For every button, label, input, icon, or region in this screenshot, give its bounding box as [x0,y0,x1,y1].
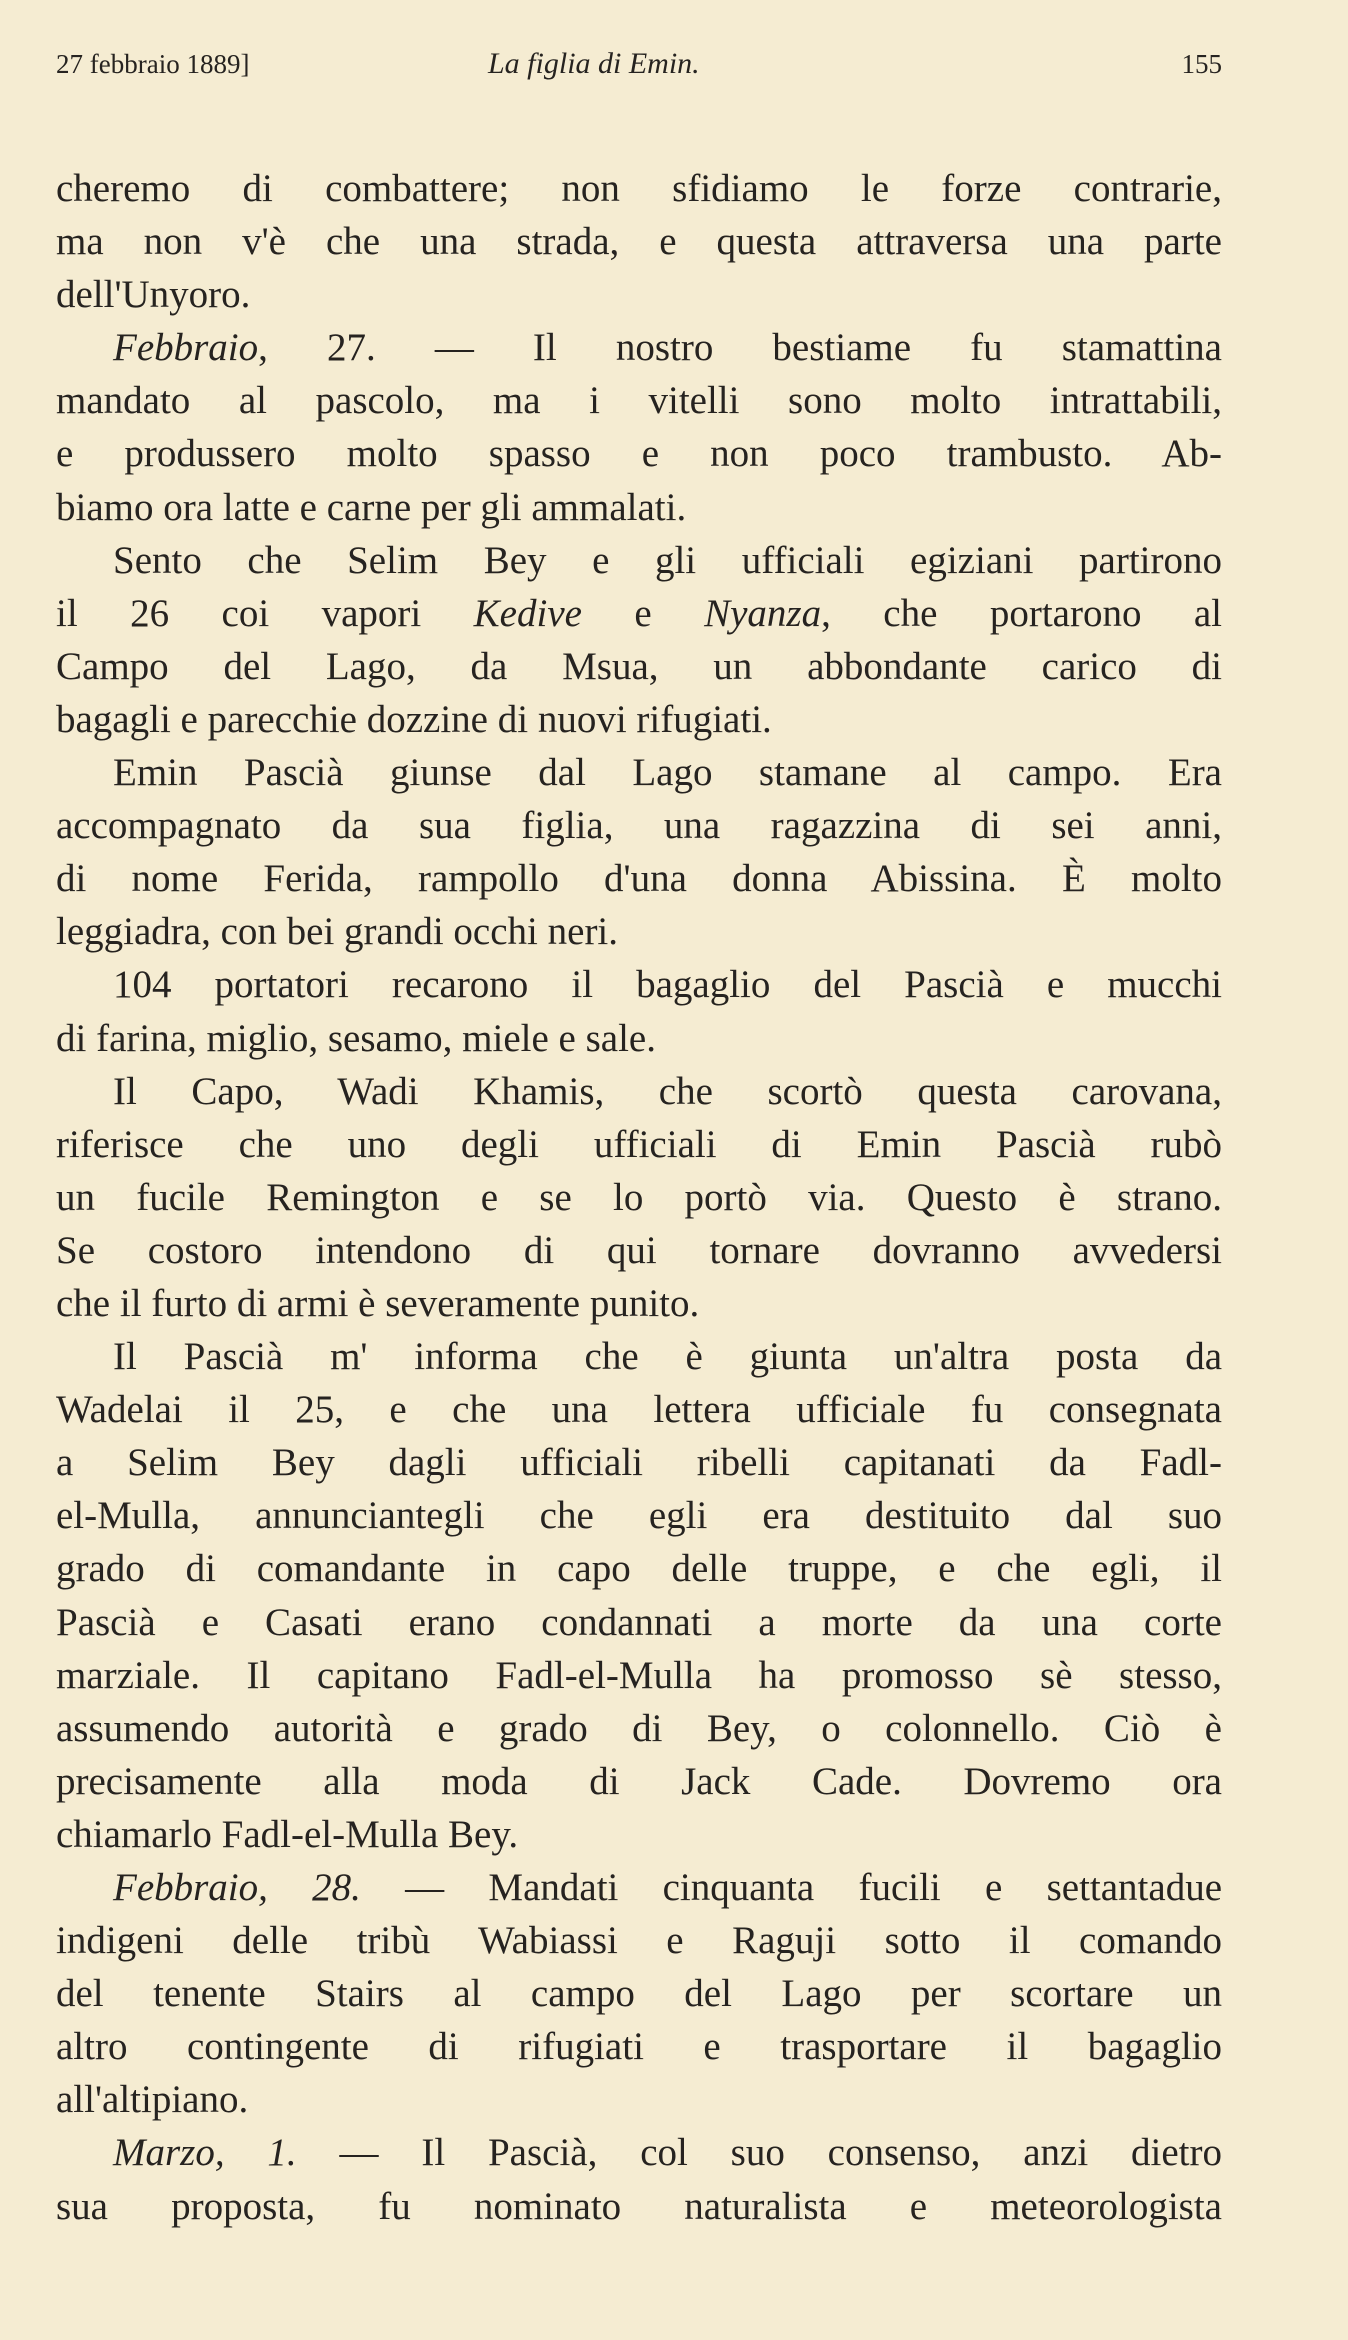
text-line: altro contingente di rifugiati e trasportare il bagaglio [56,2025,1222,2069]
text-line: Febbraio, 28. — Mandati cinquanta fucili e settantadue [113,1866,1222,1909]
text-line: Emin Pascià giunse dal Lago stamane al campo. Era [113,751,1222,795]
text-line: precisamente alla moda di Jack Cade. Dovremo ora [56,1759,1222,1803]
text-line: Sento che Selim Bey e gli ufficiali egiziani partirono [113,538,1222,582]
text-line: assumendo autorità e grado di Bey, o colonnello. Ciò è [56,1706,1222,1750]
text-line: el-Mulla, annunciantegli che egli era destituito dal suo [56,1494,1222,1538]
text-line: mandato al pascolo, ma i vitelli sono molto intrattabili, [56,379,1222,423]
text-line: accompagnato da sua figlia, una ragazzina di sei anni, [56,804,1222,848]
text-line: all'altipiano. [56,2078,249,2122]
text-line: Campo del Lago, da Msua, un abbondante carico di [56,644,1222,688]
text-line: bagagli e parecchie dozzine di nuovi rifugiati. [56,697,772,741]
text-line: che il furto di armi è severamente punito. [56,1281,700,1325]
text-line: Wadelai il 25, e che una lettera ufficiale fu consegnata [56,1388,1222,1432]
text-line: sua proposta, fu nominato naturalista e meteorologista [56,2184,1222,2228]
text-line: ma non v'è che una strada, e questa attraversa una parte [56,220,1222,264]
text-line: grado di comandante in capo delle truppe, e che egli, il [56,1547,1222,1591]
text-line: Se costoro intendono di qui tornare dovranno avvedersi [56,1228,1222,1272]
text-line: Febbraio, 27. — Il nostro bestiame fu stamattina [113,326,1222,370]
text-line: il 26 coi vapori Kedive e Nyanza, che portarono al [56,591,1223,635]
text-line: biamo ora latte e carne per gli ammalati. [56,485,687,529]
text-line: leggiadra, con bei grandi occhi neri. [56,910,619,954]
header-chapter-title: La figlia di Emin. [488,47,700,80]
text-line: e produssero molto spasso e non poco trambusto. Ab- [56,432,1222,476]
text-line: Il Capo, Wadi Khamis, che scortò questa carovana, [113,1069,1222,1113]
text-line: indigeni delle tribù Wabiassi e Raguji sotto il comando [56,1919,1222,1963]
header-date: 27 febbraio 1889] [56,49,250,79]
text-line: di nome Ferida, rampollo d'una donna Abissina. È molto [56,857,1222,901]
text-line: 104 portatori recarono il bagaglio del Pascià e mucchi [113,963,1222,1007]
text-line: Marzo, 1. — Il Pascià, col suo consenso, anzi dietro [113,2131,1222,2175]
text-line: chiamarlo Fadl-el-Mulla Bey. [56,1812,519,1856]
text-line: a Selim Bey dagli ufficiali ribelli capitanati da Fadl- [56,1441,1222,1485]
text-line: di farina, miglio, sesamo, miele e sale. [56,1016,656,1060]
text-line: del tenente Stairs al campo del Lago per scortare un [56,1972,1222,2016]
body-text [56,162,1222,2233]
text-line: Pascià e Casati erano condannati a morte da una corte [56,1600,1222,1644]
text-line: un fucile Remington e se lo portò via. Questo è strano. [56,1175,1222,1219]
text-line: cheremo di combattere; non sfidiamo le forze contrarie, [56,167,1222,210]
running-head [56,42,1222,86]
text-line: marziale. Il capitano Fadl-el-Mulla ha promosso sè stesso, [56,1653,1222,1697]
text-line: Il Pascià m' informa che è giunta un'altra posta da [113,1335,1222,1379]
page-number: 155 [1181,49,1222,79]
text-line: riferisce che uno degli ufficiali di Emin Pascià rubò [56,1122,1222,1166]
text-line: dell'Unyoro. [56,273,251,317]
